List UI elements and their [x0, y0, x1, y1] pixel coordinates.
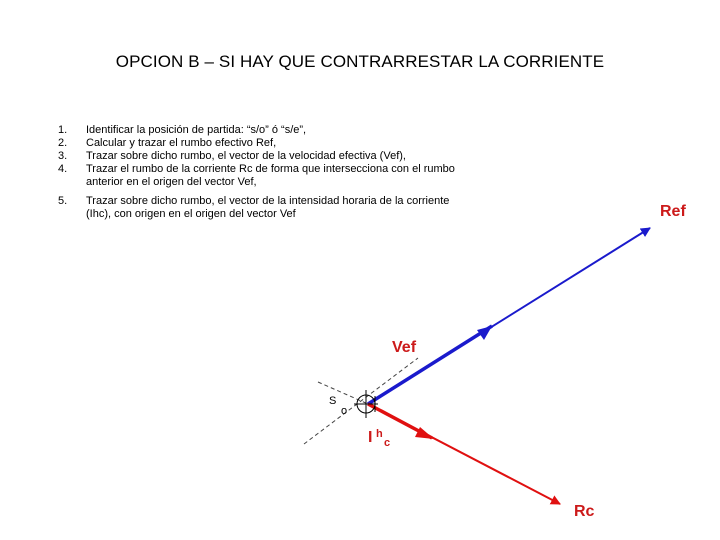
step-number: 1.	[58, 124, 68, 136]
label-ihc-main: I	[368, 429, 373, 446]
so-dashed-line-upper	[318, 382, 368, 404]
step-text: Identificar la posición de partida: “s/o” ó “s/e”,	[86, 124, 307, 136]
origin-crosshair-icon	[354, 390, 378, 418]
step-text: Trazar sobre dicho rumbo, el vector de la intensidad horaria de la corriente (Ihc), con origen en el origen del vector Vef	[86, 195, 450, 220]
label-ihc-sub: c	[384, 437, 391, 449]
step-number: 3.	[58, 150, 68, 162]
so-dashed-line	[304, 358, 418, 444]
label-vef: Vef	[392, 339, 417, 356]
label-o: o	[341, 405, 348, 417]
page-title: OPCION B – SI HAY QUE CONTRARRESTAR LA CORRIENTE	[115, 52, 605, 71]
label-s: S	[329, 395, 337, 407]
label-ihc	[368, 428, 390, 449]
label-ihc-sup: h	[376, 428, 383, 440]
vef-vector	[368, 326, 492, 404]
step-text: Calcular y trazar el rumbo efectivo Ref,	[86, 137, 277, 149]
label-rc: Rc	[574, 503, 595, 520]
step-text: Trazar sobre dicho rumbo, el vector de la velocidad efectiva (Vef),	[86, 150, 406, 162]
step-number: 4.	[58, 163, 68, 175]
label-ref: Ref	[660, 203, 686, 220]
step-number: 5.	[58, 195, 68, 207]
step-text: Trazar el rumbo de la corriente Rc de forma que intersecciona con el rumbo anterior en el origen del vector Vef,	[86, 163, 455, 188]
vef-arrowhead	[477, 326, 492, 340]
step-number: 2.	[58, 137, 68, 149]
